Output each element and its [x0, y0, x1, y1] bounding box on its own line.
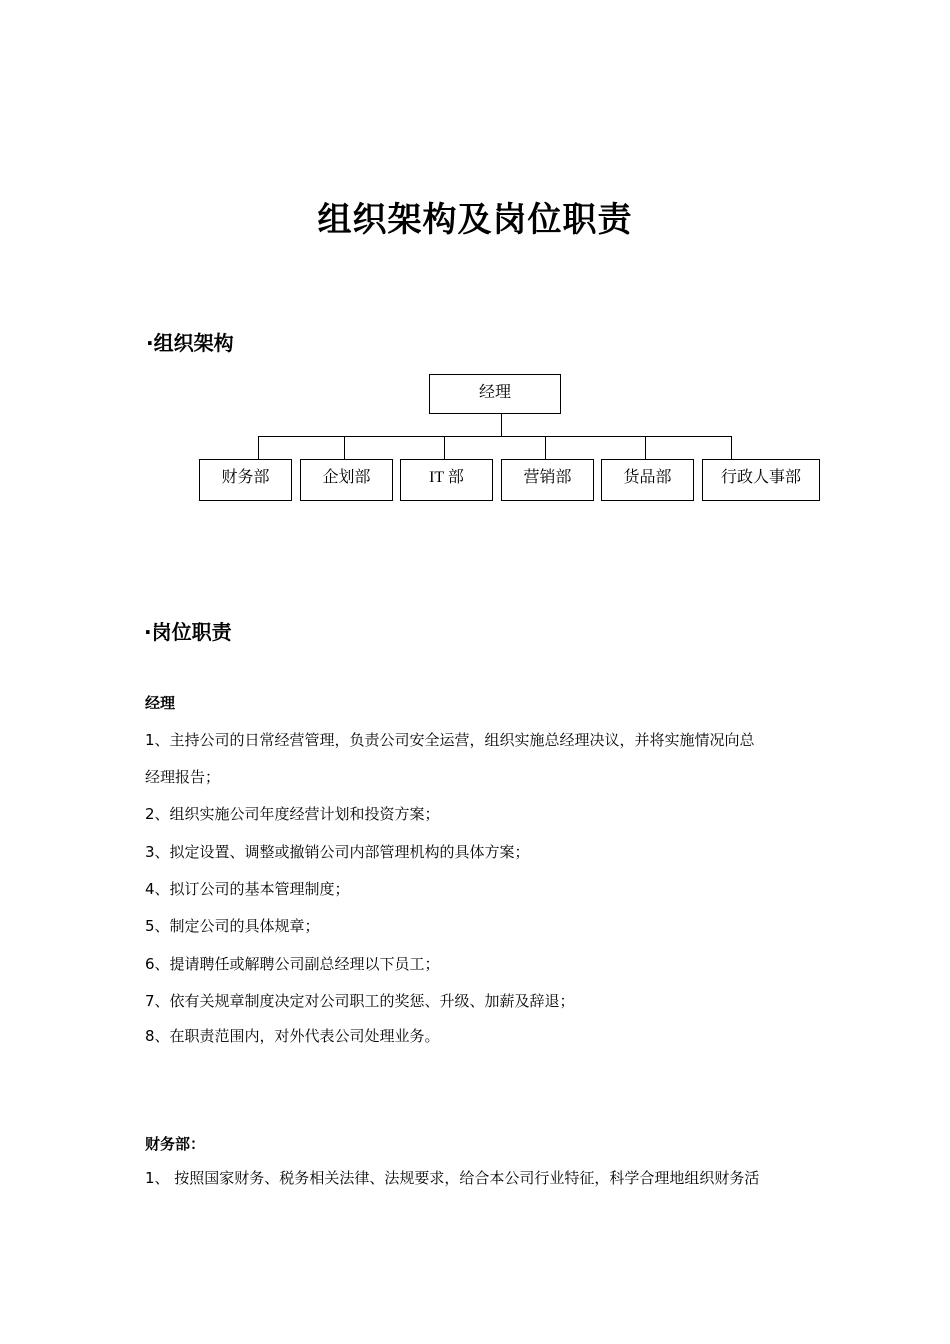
manager-duty-line: 1、主持公司的日常经营管理，负责公司安全运营，组织实施总经理决议，并将实施情况向总 [145, 731, 755, 749]
connector-line [545, 436, 546, 460]
connector-line [444, 436, 445, 460]
page-title: 组织架构及岗位职责 [317, 200, 633, 240]
manager-duty-line: 4、拟订公司的基本管理制度； [145, 880, 350, 898]
finance-duty-line: 1、 按照国家财务、税务相关法律、法规要求，给合本公司行业特征，科学合理地组织财务活 [145, 1169, 760, 1187]
connector-line [258, 436, 259, 460]
connector-line [501, 414, 502, 437]
org-box-manager: 经理 [429, 374, 561, 414]
connector-line [645, 436, 646, 460]
connector-line [344, 436, 345, 460]
manager-heading: 经理 [145, 694, 176, 712]
org-box-admin-hr: 行政人事部 [702, 459, 820, 501]
manager-duty-line: 6、提请聘任或解聘公司副总经理以下员工； [145, 955, 440, 973]
connector-line [731, 436, 732, 460]
org-box-planning: 企划部 [300, 459, 393, 501]
org-box-marketing: 营销部 [501, 459, 594, 501]
connector-line [258, 436, 732, 437]
org-box-finance: 财务部 [199, 459, 292, 501]
manager-duty-line: 5、制定公司的具体规章； [145, 917, 320, 935]
section-heading-duties: ·岗位职责 [144, 620, 232, 644]
manager-duty-line: 7、依有关规章制度决定对公司职工的奖惩、升级、加薪及辞退； [145, 992, 575, 1010]
org-box-it: IT 部 [400, 459, 493, 501]
manager-duty-line: 2、组织实施公司年度经营计划和投资方案； [145, 805, 440, 823]
org-box-goods: 货品部 [601, 459, 694, 501]
manager-duty-line: 3、拟定设置、调整或撤销公司内部管理机构的具体方案； [145, 843, 530, 861]
finance-heading: 财务部： [145, 1135, 206, 1153]
manager-duty-line: 8、在职责范围内，对外代表公司处理业务。 [145, 1027, 440, 1045]
manager-duty-line: 经理报告； [145, 768, 221, 786]
section-heading-org: ·组织架构 [146, 331, 234, 355]
